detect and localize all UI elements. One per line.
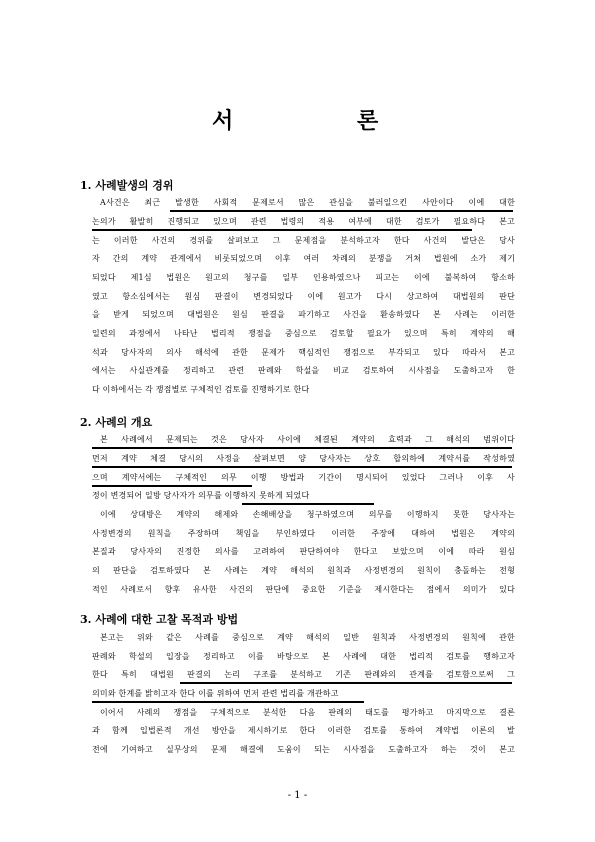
underline-rule: [180, 682, 512, 684]
section-2-line-6: 사정변경의 원칙을 주장하며 책임을 부인하였다 이러한 주장에 대하여 법원은 계약의: [92, 529, 515, 538]
section-2-line-9: 적인 사례로서 향후 유사한 사건의 판단에 중요한 기준을 제시한다는 점에서 의미가 있다: [92, 585, 515, 594]
page-title-left: 서: [212, 108, 234, 134]
section-2-line-8: 의 판단을 검토하였다 본 사례는 계약 해석의 원칙과 사정변경의 원칙이 충돌하는 전형: [92, 566, 515, 575]
underline-rule: [92, 485, 252, 487]
section-1-line-8: 일련의 과정에서 나타난 법리적 쟁점을 중심으로 검토할 필요가 있으며 특히 계약의 해: [92, 329, 515, 338]
underline-rule: [170, 210, 513, 212]
underline-rule: [92, 229, 472, 231]
section-3-line-2: 판례와 학설의 입장을 정리하고 이를 바탕으로 본 사례에 대한 법리적 검토를 행하고자: [92, 652, 515, 661]
section-3-line-1: 본고는 위와 같은 사례를 중심으로 계약 해석의 일반 원칙과 사정변경의 원칙에 관한: [100, 633, 515, 642]
section-1-line-1: A사건은 최근 발생한 사회적 문제로서 많은 관심을 불러일으킨 사안이다 이에 대한: [100, 198, 515, 207]
section-1-line-10: 에서는 사실관계를 정리하고 관련 판례와 학설을 비교 검토하여 시사점을 도출하고자 한: [92, 366, 515, 375]
section-1-line-3: 는 이러한 사건의 경위를 살펴보고 그 문제점을 분석하고자 한다 사건의 발단은 당사: [92, 236, 515, 245]
page-title: [0, 107, 595, 135]
underline-rule: [92, 447, 512, 449]
section-1-line-4: 자 간의 계약 관계에서 비롯되었으며 이후 여러 차례의 분쟁을 거쳐 법원에 소가 제기: [92, 254, 515, 263]
section-3-line-6: 과 함께 입법론적 개선 방안을 제시하기로 한다 이러한 검토를 통하여 계약법 이론의 발: [92, 726, 515, 735]
section-3-heading: 3. 사례에 대한 고찰 목적과 방법: [80, 613, 239, 626]
section-1-line-6: 였고 항소심에서는 원심 판결이 변경되었다 이에 원고가 다시 상고하여 대법원의 판단: [92, 292, 515, 301]
section-3-line-7: 전에 기여하고 실무상의 문제 해결에 도움이 되는 시사점을 도출하고자 하는 것이 본고: [92, 745, 515, 754]
page-title-right: 론: [357, 108, 379, 134]
section-2-line-2: 먼저 계약 체결 당시의 사정을 살펴보면 양 당사자는 상호 합의하에 계약서를 작성하였: [92, 454, 515, 463]
page-number: - 1 -: [287, 790, 308, 801]
section-2-heading: 2. 사례의 개요: [80, 416, 153, 429]
section-2-line-7: 본질과 당사자의 진정한 의사를 고려하여 판단하여야 한다고 보았으며 이에 따라 원심: [92, 547, 515, 556]
underline-rule: [242, 503, 374, 505]
section-1-line-2: 논의가 활발히 진행되고 있으며 관련 법령의 적용 여부에 대한 검토가 필요하다 본고: [92, 217, 515, 226]
section-3-line-5: 이어서 사례의 쟁점을 구체적으로 분석한 다음 판례의 태도를 평가하고 마지막으로 결론: [100, 708, 515, 717]
section-2-line-1: 본 사례에서 문제되는 것은 당사자 사이에 체결된 계약의 효력과 그 해석의 범위이다: [100, 435, 515, 444]
section-1-line-9: 석과 당사자의 의사 해석에 관한 문제가 핵심적인 쟁점으로 부각되고 있다 따라서 본고: [92, 348, 515, 357]
section-1-heading: 1. 사례발생의 경위: [80, 179, 174, 192]
section-1-line-5: 되었다 제1심 법원은 원고의 청구를 일부 인용하였으나 피고는 이에 불복하여 항소하: [92, 273, 515, 282]
section-3-line-4: 의미와 한계를 밝히고자 한다 이를 위하여 먼저 관련 법리를 개관하고: [92, 689, 339, 698]
section-2-line-3: 으며 계약서에는 구체적인 의무 이행 방법과 기간이 명시되어 있었다 그러나 이후 사: [92, 473, 515, 482]
underline-rule: [92, 466, 512, 468]
section-2-line-5: 이에 상대방은 계약의 해제와 손해배상을 청구하였으며 의무를 이행하지 못한 당사자는: [100, 510, 515, 519]
section-1-line-11: 다 이하에서는 각 쟁점별로 구체적인 검토를 진행하기로 한다: [92, 385, 310, 394]
section-3-line-3: 한다 특히 대법원 판결의 논리 구조를 분석하고 기존 판례와의 관계를 검토함으로써 그: [92, 670, 515, 679]
section-2-line-4: 정이 변경되어 일방 당사자가 의무를 이행하지 못하게 되었다: [92, 491, 310, 500]
underline-rule: [92, 701, 364, 703]
section-1-line-7: 을 받게 되었으며 대법원은 원심 판결을 파기하고 사건을 환송하였다 본 사례는 이러한: [92, 310, 515, 319]
